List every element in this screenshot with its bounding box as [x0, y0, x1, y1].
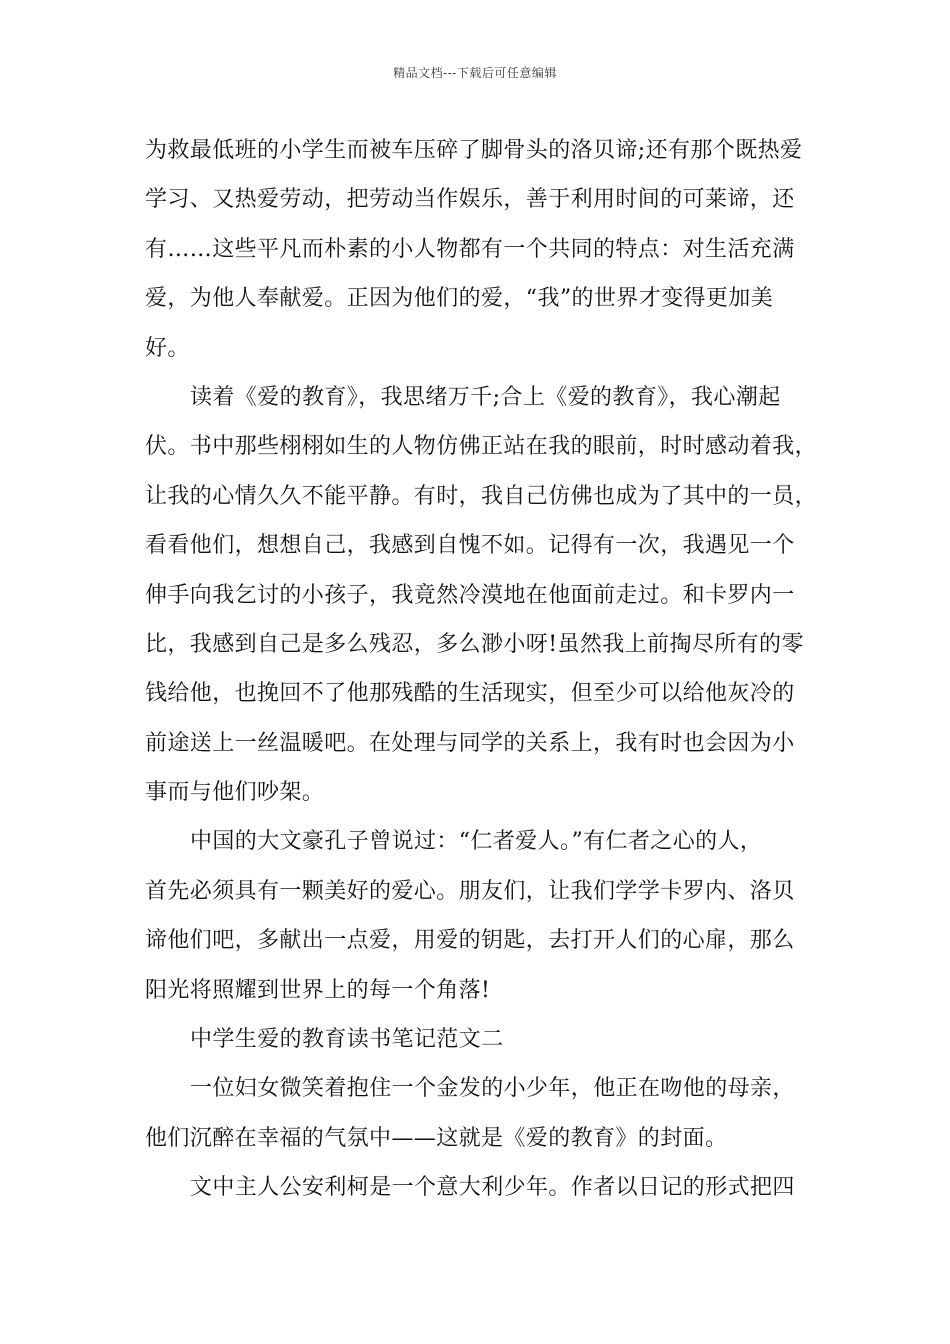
paragraph-line: 阳光将照耀到世界上的每一个角落! — [145, 977, 491, 1003]
paragraph-line: 学习、又热爱劳动，把劳动当作娱乐，善于利用时间的可莱谛，还 — [145, 187, 795, 213]
paragraph-line: 爱，为他人奉献爱。正因为他们的爱，“我”的世界才变得更加美 — [145, 286, 774, 312]
paragraph-first-line: 中国的大文豪孔子曾说过：“仁者爱人。”有仁者之心的人， — [190, 829, 763, 855]
paragraph-line: 伏。书中那些栩栩如生的人物仿佛正站在我的眼前，时时感动着我， — [145, 434, 818, 460]
paragraph-line: 好。 — [145, 335, 190, 361]
paragraph-line: 事而与他们吵架。 — [145, 780, 325, 806]
paragraph-line: 钱给他，也挽回不了他那残酷的生活现实，但至少可以给他灰冷的 — [145, 681, 795, 707]
paragraph-line: 让我的心情久久不能平静。有时，我自己仿佛也成为了其中的一员， — [145, 483, 818, 509]
paragraph-first-line: 一位妇女微笑着抱住一个金发的小少年，他正在吻他的母亲， — [190, 1076, 795, 1102]
document-body — [145, 126, 825, 1213]
paragraph-line: 伸手向我乞讨的小孩子，我竟然冷漠地在他面前走过。和卡罗内一 — [145, 582, 795, 608]
paragraph-first-line: 读着《爱的教育》，我思绪万千;合上《爱的教育》，我心潮起 — [190, 384, 781, 410]
paragraph-line: 谛他们吧，多献出一点爱，用爱的钥匙，去打开人们的心扉，那么 — [145, 928, 795, 954]
paragraph-line: 首先必须具有一颗美好的爱心。朋友们，让我们学学卡罗内、洛贝 — [145, 878, 795, 904]
page-header: 精品文档---下载后可任意编辑 — [393, 66, 557, 80]
paragraph-line: 比，我感到自己是多么残忍，多么渺小呀!虽然我上前掏尽所有的零 — [145, 631, 804, 657]
paragraph-first-line: 文中主人公安利柯是一个意大利少年。作者以日记的形式把四 — [190, 1175, 795, 1201]
paragraph-line: 看看他们，想想自己，我感到自愧不如。记得有一次，我遇见一个 — [145, 533, 795, 559]
paragraph-line: 有……这些平凡而朴素的小人物都有一个共同的特点：对生活充满 — [145, 236, 795, 262]
paragraph-line: 前途送上一丝温暖吧。在处理与同学的关系上，我有时也会因为小 — [145, 730, 795, 756]
section-heading: 中学生爱的教育读书笔记范文二 — [190, 1027, 504, 1053]
paragraph-line: 他们沉醉在幸福的气氛中——这就是《爱的教育》的封面。 — [145, 1125, 728, 1151]
paragraph-line: 为救最低班的小学生而被车压碎了脚骨头的洛贝谛;还有那个既热爱 — [145, 138, 803, 163]
